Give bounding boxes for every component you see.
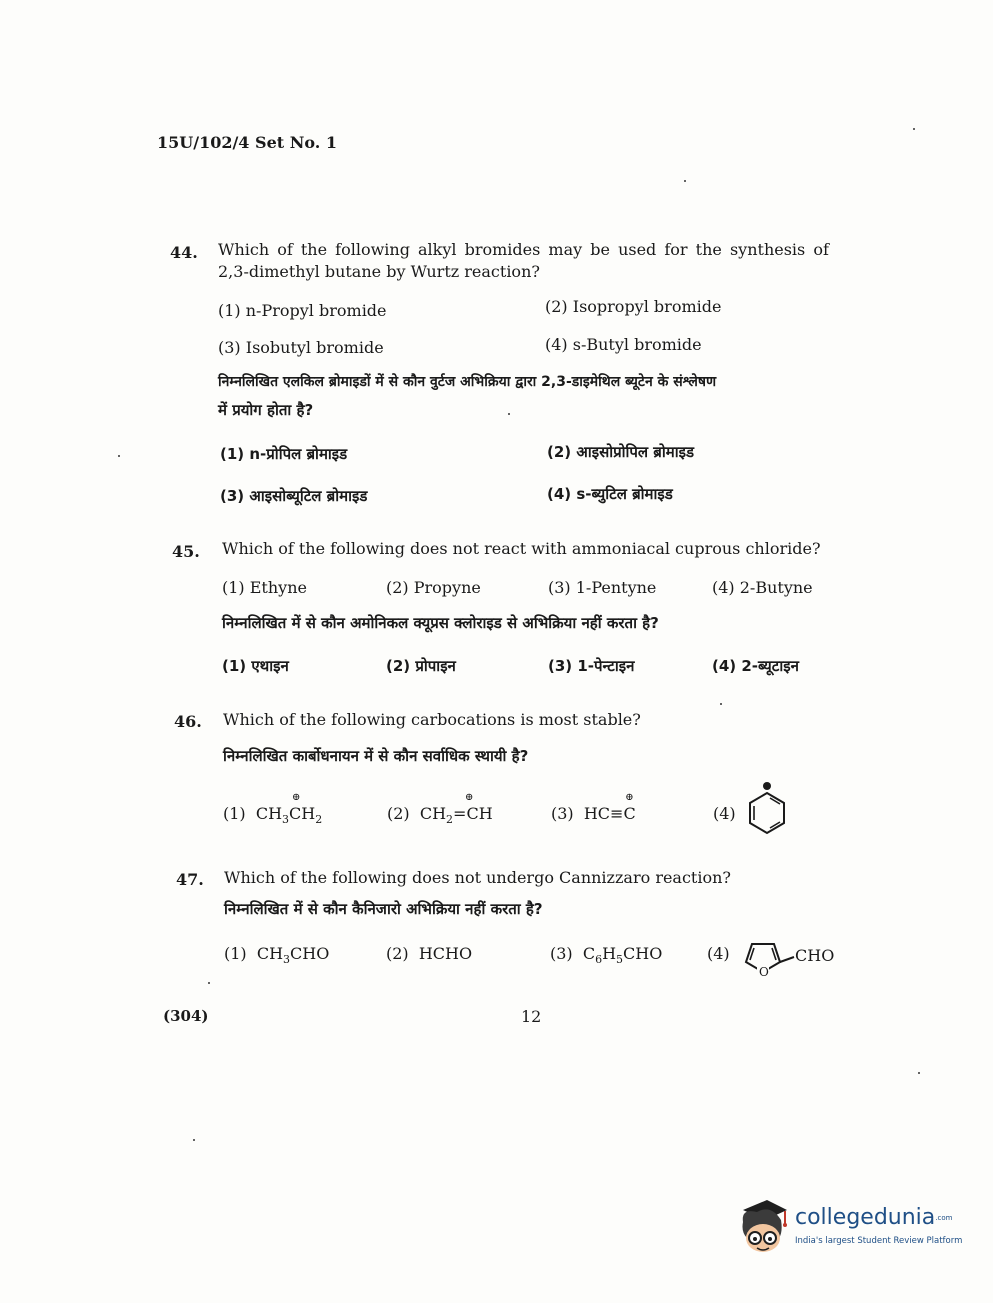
option-2-formula: (2) HCHO <box>386 944 473 963</box>
option-1-formula: (1) $CH_3CHO$ <box>224 944 330 967</box>
question-text-hi: निम्नलिखित में से कौन कैनिजारो अभिक्रिया नहीं करता है? <box>224 900 543 918</box>
benzyl-cation-structure-icon <box>742 780 792 836</box>
question-text-en: Which of the following does not undergo Cannizzaro reaction? <box>224 868 731 887</box>
logo-tagline: India's largest Student Review Platform <box>795 1236 963 1246</box>
option-4-label: (4) <box>707 944 730 963</box>
option-hi: (1) n-प्रोपिल ब्रोमाइड <box>220 445 348 463</box>
option-hi: (2) आइसोप्रोपिल ब्रोमाइड <box>547 443 695 461</box>
scan-speck <box>913 128 915 130</box>
scan-speck <box>918 1072 920 1074</box>
option-hi: (2) प्रोपाइन <box>386 657 456 675</box>
plus-charge-icon: ⊕ <box>292 792 301 803</box>
question-number: 47. <box>176 870 204 889</box>
question-text-en: Which of the following alkyl bromides may be used for the synthesis of <box>218 240 829 259</box>
question-text-en: Which of the following does not react with ammoniacal cuprous chloride? <box>222 539 821 558</box>
collegedunia-mascot-icon <box>737 1198 793 1256</box>
option-en: (3) Isobutyl bromide <box>218 338 384 357</box>
scan-speck <box>684 180 686 182</box>
option-4-label: (4) <box>713 804 736 823</box>
option-en: (3) 1-Pentyne <box>548 578 657 597</box>
scan-speck <box>118 455 120 457</box>
question-text-en-cont: 2,3-dimethyl butane by Wurtz reaction? <box>218 262 540 281</box>
option-2-formula: (2) $CH_2$ ⊕ =CH <box>387 792 493 827</box>
option-en: (1) n-Propyl bromide <box>218 301 387 320</box>
logo-name: collegedunia.com <box>795 1205 953 1230</box>
question-text-hi: निम्नलिखित कार्बोधनायन में से कौन सर्वाधिक स्थायी है? <box>223 747 529 765</box>
question-text-hi: निम्नलिखित में से कौन अमोनिकल क्यूप्रस क्लोराइड से अभिक्रिया नहीं करता है? <box>222 614 659 632</box>
scan-speck <box>720 703 722 705</box>
plus-charge-icon: ⊕ <box>465 792 474 803</box>
scan-speck <box>193 1139 195 1141</box>
option-en: (1) Ethyne <box>222 578 307 597</box>
question-text-hi-cont: में प्रयोग होता है? <box>218 401 314 419</box>
option-en: (2) Propyne <box>386 578 481 597</box>
scan-speck <box>208 982 210 984</box>
question-number: 46. <box>174 712 202 731</box>
question-text-hi: निम्नलिखित एलकिल ब्रोमाइडों में से कौन वुर्टज अभिक्रिया द्वारा 2,3-डाइमेथिल ब्यूटेन के संश्लेषण <box>218 374 717 390</box>
option-hi: (3) 1-पेन्टाइन <box>548 657 635 675</box>
option-3-formula: (3) ⊕ HC≡C <box>551 792 636 823</box>
option-en: (4) 2-Butyne <box>712 578 813 597</box>
question-number: 44. <box>170 243 198 262</box>
plus-charge-icon: ⊕ <box>625 792 634 803</box>
page-number: 12 <box>521 1007 542 1026</box>
footer-code: (304) <box>163 1007 209 1025</box>
option-en: (2) Isopropyl bromide <box>545 297 722 316</box>
paper-code: 15U/102/4 Set No. 1 <box>157 133 337 152</box>
option-hi: (4) s-ब्युटिल ब्रोमाइड <box>547 485 673 503</box>
scan-speck <box>508 413 510 415</box>
option-hi: (3) आइसोब्यूटिल ब्रोमाइड <box>220 487 368 505</box>
question-text-en: Which of the following carbocations is most stable? <box>223 710 641 729</box>
option-hi: (4) 2-ब्यूटाइन <box>712 657 799 675</box>
option-en: (4) s-Butyl bromide <box>545 335 702 354</box>
furfural-cho-label: CHO <box>795 946 835 965</box>
option-hi: (1) एथाइन <box>222 657 289 675</box>
option-3-formula: (3) $C_6H_5CHO$ <box>550 944 663 967</box>
furan-oxygen-label: O <box>759 965 769 979</box>
question-number: 45. <box>172 542 200 561</box>
option-1-formula: (1) $CH_3$ ⊕ $CH_2$ <box>223 792 323 827</box>
